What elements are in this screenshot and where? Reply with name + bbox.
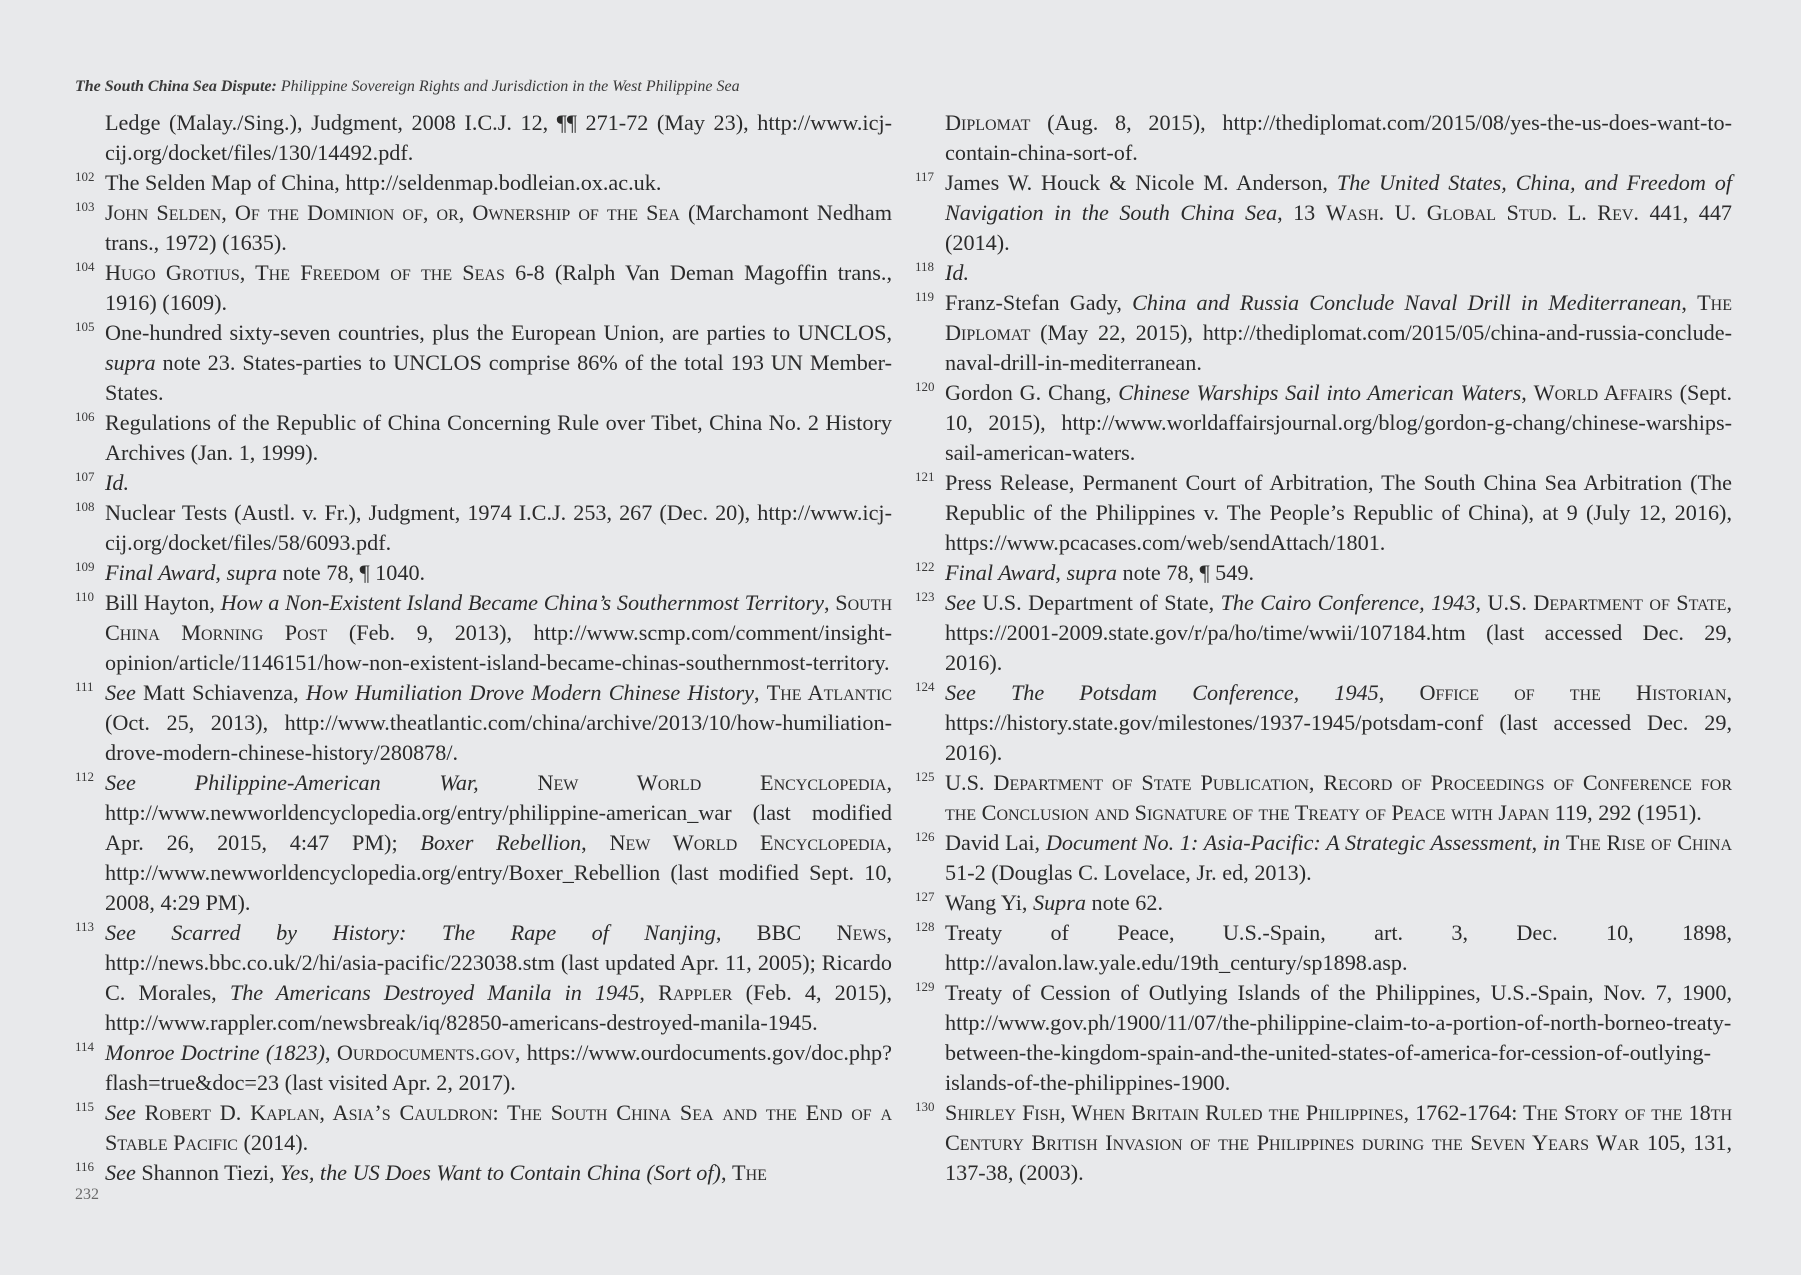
footnote-text: The Americans Destroyed Manila in 1945 bbox=[229, 980, 640, 1005]
footnote-text: supra bbox=[1066, 560, 1117, 585]
footnote-number: 120 bbox=[915, 379, 935, 394]
footnote-number: 111 bbox=[75, 679, 94, 694]
footnote-number: 108 bbox=[75, 499, 95, 514]
page-number: 232 bbox=[75, 1186, 99, 1203]
footnote bbox=[75, 198, 892, 258]
footnote-text bbox=[479, 770, 538, 795]
footnote-text: note 23. States-parties to UNCLOS comprise 86% of the total 193 UN Member-States. bbox=[105, 350, 892, 405]
footnote-text: Philippine-American War, bbox=[194, 770, 479, 795]
footnote-text: South China Morning Post bbox=[105, 590, 893, 645]
footnote-text: 6-8 (Ralph Van Deman Magoffin trans., 1916) (1609). bbox=[105, 260, 892, 315]
footnote-text: Shannon Tiezi, bbox=[135, 1160, 281, 1185]
footnote-number: 117 bbox=[915, 169, 935, 184]
footnote bbox=[915, 888, 1732, 918]
footnote bbox=[75, 468, 892, 498]
footnote-text: , bbox=[581, 830, 610, 855]
footnote bbox=[915, 678, 1732, 768]
footnote-text: How a Non-Existent Island Became China’s Southernmost Territory bbox=[220, 590, 824, 615]
footnote-text: New World Encyclopedia bbox=[609, 830, 887, 855]
footnote-text: , https://history.state.gov/milestones/1937-1945/potsdam-conf (last accessed Dec. 29, 2016). bbox=[945, 680, 1732, 765]
footnote-text: U.S. Department of State, bbox=[975, 590, 1221, 615]
footnote-text: , http://www.newworldencyclopedia.org/entry/Boxer_Rebellion (last modified Sept. 10, 2008, 4:29 PM). bbox=[105, 830, 892, 915]
footnote-text: Gordon G. Chang, bbox=[945, 380, 1119, 405]
footnote-text: See bbox=[105, 1160, 136, 1185]
footnote-text: , https://www.ourdocuments.gov/doc.php?flash=true&doc=23 (last visited Apr. 2, 2017). bbox=[105, 1040, 892, 1095]
footnote-text: , bbox=[1521, 380, 1534, 405]
footnote-text: , https://2001-2009.state.gov/r/pa/ho/time/wwii/107184.htm (last accessed Dec. 29, 2016). bbox=[945, 590, 1732, 675]
footnote-text: supra bbox=[226, 560, 277, 585]
footnote-text: The Selden Map of China, http://seldenmap.bodleian.ox.ac.uk. bbox=[105, 170, 662, 195]
footnote-number: 103 bbox=[75, 199, 95, 214]
footnote-text: U.S. Department of State Publication, Record of Proceedings of Conference for the Conclusion and Signature of the Treaty of Peace with Japan bbox=[945, 770, 1732, 825]
footnote-text: , bbox=[1531, 830, 1543, 855]
footnote-text: Matt Schiavenza, bbox=[135, 680, 306, 705]
footnote-text: , bbox=[720, 1160, 733, 1185]
footnote bbox=[75, 258, 892, 318]
footnote-text: , bbox=[215, 560, 227, 585]
footnote bbox=[915, 918, 1732, 978]
footnote bbox=[75, 498, 892, 558]
footnote bbox=[75, 918, 892, 1038]
footnote-text: Nuclear Tests (Austl. v. Fr.), Judgment, 1974 I.C.J. 253, 267 (Dec. 20), http://www.icj-cij.org/docket/files/58/6093.pdf. bbox=[105, 500, 892, 555]
footnote-text: China and Russia Conclude Naval Drill in Mediterranean bbox=[1132, 290, 1682, 315]
footnote-text: , bbox=[325, 1040, 337, 1065]
footnote-text: (Feb. 9, 2013), http://www.scmp.com/comment/insight-opinion/article/1146151/how-non-existent-island-became-chinas-southernmost-territory. bbox=[105, 620, 892, 675]
footnote-number: 102 bbox=[75, 169, 95, 184]
footnote bbox=[915, 108, 1732, 168]
footnote-text: Ourdocuments.gov bbox=[336, 1040, 515, 1065]
footnote-number: 110 bbox=[75, 589, 95, 604]
footnote-text: David Lai, bbox=[945, 830, 1046, 855]
footnote bbox=[75, 318, 892, 408]
footnote-number: 128 bbox=[915, 919, 935, 934]
footnote-text: News bbox=[836, 920, 887, 945]
footnote-text: Final Award bbox=[105, 560, 216, 585]
footnote-text: , bbox=[1681, 290, 1698, 315]
footnote-text: Robert D. Kaplan, Asia’s Cauldron: The South China Sea and the End of a Stable Pacific bbox=[105, 1100, 893, 1155]
footnote-text: , bbox=[1055, 560, 1067, 585]
footnote-text: (Aug. 8, 2015), http://thediplomat.com/2015/08/yes-the-us-does-want-to-contain-china-sort-of. bbox=[945, 110, 1732, 165]
footnote bbox=[75, 1158, 892, 1188]
footnote-text: New World Encyclopedia bbox=[537, 770, 887, 795]
footnote-text: See bbox=[105, 1100, 136, 1125]
footnote-number: 126 bbox=[915, 829, 935, 844]
footnote-number: 129 bbox=[915, 979, 935, 994]
footnote-number: 114 bbox=[75, 1039, 95, 1054]
footnote-text: , 13 bbox=[1277, 200, 1326, 225]
footnote-text: James W. Houck & Nicole M. Anderson, bbox=[945, 170, 1337, 195]
footnote-text: Press Release, Permanent Court of Arbitration, The South China Sea Arbitration (The Republic of the Philippines v. The People’s Republic of China), at 9 (July 12, 2016), https://www.pcacases.com/web/sendAttach/1801. bbox=[945, 470, 1732, 555]
footnote-text: , http://news.bbc.co.uk/2/hi/asia-pacific/223038.stm (last updated Apr. 11, 2005); Ricardo C. Morales, bbox=[105, 920, 892, 1005]
footnote-text: Diplomat bbox=[945, 110, 1031, 135]
footnote bbox=[75, 1098, 892, 1158]
footnote-text: , bbox=[823, 590, 836, 615]
footnote-number: 106 bbox=[75, 409, 95, 424]
footnote-text: Hugo Grotius, The Freedom of the Seas bbox=[105, 260, 505, 285]
footnote-text: Id. bbox=[945, 260, 970, 285]
footnote-text: Treaty of Cession of Outlying Islands of the Philippines, U.S.-Spain, Nov. 7, 1900, http://www.gov.ph/1900/11/07/the-philippine-claim-to-a-portion-of-north-borneo-treaty-between-the-kingdom-spain-and-the-united-states-of-america-for-cession-of-outlying-islands-of-the-philippines-1900. bbox=[945, 980, 1732, 1095]
footnote-text: See bbox=[105, 680, 136, 705]
footnote bbox=[75, 108, 892, 168]
footnote-text: Shirley Fish, When Britain Ruled the Philippines, 1762-1764: The Story of the 18th Century British Invasion of the Philippines during the Seven Years War bbox=[945, 1100, 1732, 1155]
footnote-number: 127 bbox=[915, 889, 935, 904]
footnote-text: (Marchamont Nedham trans., 1972) (1635). bbox=[105, 200, 892, 255]
footnote bbox=[75, 408, 892, 468]
footnote-text: Franz-Stefan Gady, bbox=[945, 290, 1133, 315]
footnote-text: note 78, ¶ 549. bbox=[1117, 560, 1255, 585]
footnote-number: 122 bbox=[915, 559, 935, 574]
footnotes-right-column bbox=[915, 108, 1732, 1188]
footnote-text: Bill Hayton, bbox=[105, 590, 221, 615]
footnote-text: Supra bbox=[1032, 890, 1086, 915]
footnote-text: The bbox=[732, 1160, 767, 1185]
footnote-number: 109 bbox=[75, 559, 95, 574]
footnote-text: Id. bbox=[105, 470, 130, 495]
footnote bbox=[75, 678, 892, 768]
footnote-text bbox=[136, 770, 195, 795]
footnote-text: John Selden, Of the Dominion of, or, Ownership of the Sea bbox=[105, 200, 680, 225]
footnote-text: 119, 292 (1951). bbox=[1549, 800, 1702, 825]
footnote-text: See The Potsdam Conference, 1945 bbox=[945, 680, 1379, 705]
footnote-text: Wash. U. Global Stud. L. Rev. bbox=[1325, 200, 1639, 225]
footnote bbox=[915, 978, 1732, 1098]
footnote-number: 123 bbox=[915, 589, 935, 604]
footnote-number: 130 bbox=[915, 1099, 935, 1114]
footnote-number: 115 bbox=[75, 1099, 95, 1114]
footnote-text: U.S. Department of State bbox=[1487, 590, 1727, 615]
footnote-text: See bbox=[105, 770, 136, 795]
footnote-text: Regulations of the Republic of China Concerning Rule over Tibet, China No. 2 History Archives (Jan. 1, 1999). bbox=[105, 410, 892, 465]
footnote bbox=[915, 378, 1732, 468]
footnote-number: 113 bbox=[75, 919, 95, 934]
footnote-number: 125 bbox=[915, 769, 935, 784]
footnote-text: The Rise of China bbox=[1565, 830, 1733, 855]
footnote-text: 105, 131, 137-38, (2003). bbox=[945, 1130, 1733, 1185]
footnote bbox=[75, 558, 892, 588]
footnote-text: 51-2 (Douglas C. Lovelace, Jr. ed, 2013). bbox=[945, 860, 1312, 885]
footnote-text: The Diplomat bbox=[945, 290, 1732, 345]
footnote-text: Monroe Doctrine (1823) bbox=[105, 1040, 326, 1065]
footnotes-left-column bbox=[75, 108, 892, 1188]
footnote-text: (Oct. 25, 2013), http://www.theatlantic.com/china/archive/2013/10/how-humiliation-drove-modern-chinese-history/280878/. bbox=[105, 710, 892, 765]
footnote-text: Boxer Rebellion bbox=[420, 830, 582, 855]
footnote-text: , bbox=[1475, 590, 1488, 615]
footnote-text: note 62. bbox=[1086, 890, 1164, 915]
footnote bbox=[915, 588, 1732, 678]
footnote bbox=[915, 168, 1732, 258]
footnote-text: (2014). bbox=[237, 1130, 309, 1155]
footnote bbox=[915, 468, 1732, 558]
footnote-text: 441, 447 (2014). bbox=[945, 200, 1733, 255]
footnote bbox=[915, 288, 1732, 378]
footnote-text: (Feb. 4, 2015), http://www.rappler.com/newsbreak/iq/82850-americans-destroyed-manila-1945. bbox=[105, 980, 892, 1035]
footnote-number: 105 bbox=[75, 319, 95, 334]
footnote-text: Office of the Historian bbox=[1419, 680, 1727, 705]
footnote bbox=[915, 558, 1732, 588]
footnote-number: 107 bbox=[75, 469, 95, 484]
footnote-text: , http://www.newworldencyclopedia.org/entry/philippine-american_war (last modified Apr. 26, 2015, 4:47 PM); bbox=[105, 770, 893, 855]
footnote-text: Document No. 1: Asia-Pacific: A Strategic Assessment bbox=[1045, 830, 1532, 855]
footnote-text: , BBC bbox=[715, 920, 837, 945]
running-head bbox=[75, 78, 740, 96]
footnote-number: 124 bbox=[915, 679, 935, 694]
footnote-number: 119 bbox=[915, 289, 935, 304]
footnote-text: Rappler bbox=[658, 980, 733, 1005]
footnote-number: 104 bbox=[75, 259, 95, 274]
footnote bbox=[915, 258, 1732, 288]
footnote-text: , bbox=[753, 680, 767, 705]
footnote-text: The United States, China, and Freedom of Navigation in the South China Sea bbox=[945, 170, 1732, 225]
footnote-text: Final Award bbox=[945, 560, 1056, 585]
footnote-text: in bbox=[1542, 830, 1561, 855]
footnote-number: 118 bbox=[915, 259, 935, 274]
footnote-text: The Cairo Conference, 1943 bbox=[1220, 590, 1476, 615]
footnote-text: Ledge (Malay./Sing.), Judgment, 2008 I.C.J. 12, ¶¶ 271-72 (May 23), http://www.icj-cij.org/docket/files/130/14492.pdf. bbox=[105, 110, 892, 165]
footnote-text: See bbox=[945, 590, 976, 615]
footnote-number: 112 bbox=[75, 769, 95, 784]
footnote-text: (Sept. 10, 2015), http://www.worldaffairsjournal.org/blog/gordon-g-chang/chinese-warships-sail-american-waters. bbox=[945, 380, 1733, 465]
running-head-title: The South China Sea Dispute: bbox=[75, 78, 277, 95]
footnote bbox=[915, 768, 1732, 828]
footnote bbox=[75, 768, 892, 918]
footnote bbox=[75, 588, 892, 678]
footnote-text: Chinese Warships Sail into American Waters bbox=[1118, 380, 1522, 405]
footnote-text: World Affairs bbox=[1533, 380, 1673, 405]
footnote-text: The Atlantic bbox=[766, 680, 893, 705]
footnote-text bbox=[136, 1100, 145, 1125]
footnote-number: 121 bbox=[915, 469, 935, 484]
footnote-text: Yes, the US Does Want to Contain China (Sort of) bbox=[280, 1160, 721, 1185]
footnote-text: , bbox=[1378, 680, 1420, 705]
footnote bbox=[75, 1038, 892, 1098]
footnote bbox=[915, 1098, 1732, 1188]
footnote-text: , bbox=[639, 980, 659, 1005]
footnote bbox=[915, 828, 1732, 888]
footnote-text: Wang Yi, bbox=[945, 890, 1033, 915]
footnote-text: note 78, ¶ 1040. bbox=[277, 560, 426, 585]
footnote-text: One-hundred sixty-seven countries, plus the European Union, are parties to UNCLOS, bbox=[105, 320, 892, 345]
footnote-number: 116 bbox=[75, 1159, 95, 1174]
footnote bbox=[75, 168, 892, 198]
footnote-text: Treaty of Peace, U.S.-Spain, art. 3, Dec. 10, 1898, http://avalon.law.yale.edu/19th_century/sp1898.asp. bbox=[945, 920, 1732, 975]
footnote-text: supra bbox=[105, 350, 156, 375]
footnote-text: See Scarred by History: The Rape of Nanjing bbox=[105, 920, 716, 945]
footnote-text: (May 22, 2015), http://thediplomat.com/2015/05/china-and-russia-conclude-naval-drill-in-mediterranean. bbox=[945, 320, 1732, 375]
running-head-subtitle: Philippine Sovereign Rights and Jurisdiction in the West Philippine Sea bbox=[280, 78, 740, 95]
footnote-text: How Humiliation Drove Modern Chinese History bbox=[305, 680, 754, 705]
